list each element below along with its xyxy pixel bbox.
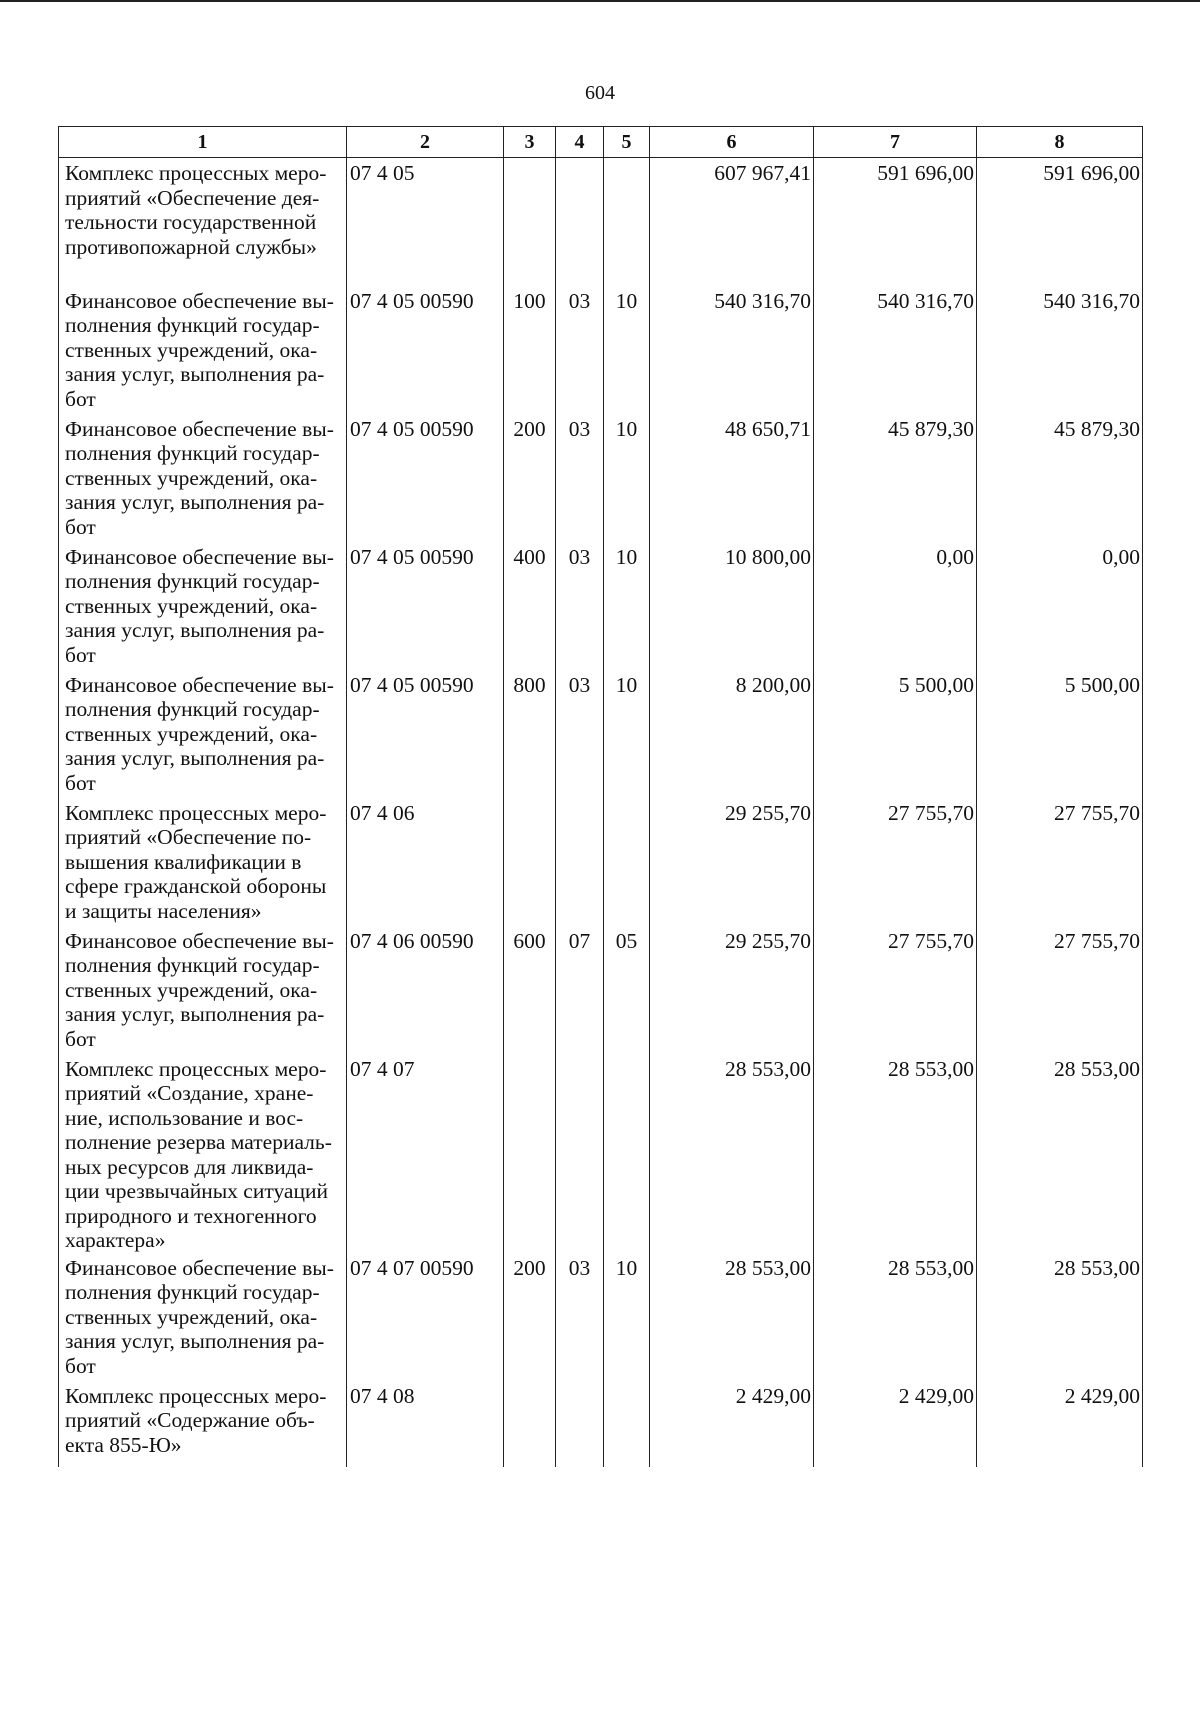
description-line: ние, использование и вос- xyxy=(65,1105,304,1130)
row-col-5: 10 xyxy=(604,542,650,670)
page-number: 604 xyxy=(585,82,615,104)
row-col-4: 03 xyxy=(556,670,604,798)
table-row xyxy=(59,414,1143,542)
row-code: 07 4 05 00590 xyxy=(347,414,504,542)
row-amount-6: 29 255,70 xyxy=(650,926,814,1054)
description-line: бот xyxy=(65,514,96,539)
row-code: 07 4 05 00590 xyxy=(347,286,504,414)
row-amount-6: 2 429,00 xyxy=(650,1381,814,1468)
column-header-7: 7 xyxy=(814,127,977,158)
column-header-2: 2 xyxy=(347,127,504,158)
row-col-4: 07 xyxy=(556,926,604,1054)
row-amount-6: 29 255,70 xyxy=(650,798,814,926)
row-amount-8: 5 500,00 xyxy=(977,670,1143,798)
row-amount-8: 27 755,70 xyxy=(977,798,1143,926)
row-col-5 xyxy=(604,158,650,286)
description-line: ственных учреждений, ока- xyxy=(65,465,318,490)
description-line: ственных учреждений, ока- xyxy=(65,1304,318,1329)
row-code: 07 4 07 xyxy=(347,1054,504,1253)
description-line: приятий «Обеспечение дея- xyxy=(65,185,320,210)
row-col-4 xyxy=(556,1381,604,1468)
table-row xyxy=(59,798,1143,926)
description-line: полнения функций государ- xyxy=(65,697,320,721)
description-line: природного и техногенного xyxy=(65,1203,317,1228)
description-line: ственных учреждений, ока- xyxy=(65,977,318,1002)
row-amount-8: 2 429,00 xyxy=(977,1381,1143,1468)
description-line: Финансовое обеспечение вы- xyxy=(65,544,334,569)
description-line: бот xyxy=(65,770,96,795)
row-description xyxy=(59,670,347,798)
row-col-3: 600 xyxy=(504,926,556,1054)
description-line: полнение резерва материаль- xyxy=(65,1130,332,1154)
row-amount-7: 5 500,00 xyxy=(814,670,977,798)
description-line: и защиты населения» xyxy=(65,898,262,923)
description-line: ных ресурсов для ликвида- xyxy=(65,1154,314,1179)
row-col-4 xyxy=(556,798,604,926)
row-amount-7: 27 755,70 xyxy=(814,926,977,1054)
row-amount-8: 27 755,70 xyxy=(977,926,1143,1054)
row-amount-8: 45 879,30 xyxy=(977,414,1143,542)
row-code: 07 4 05 xyxy=(347,158,504,286)
row-col-3: 100 xyxy=(504,286,556,414)
row-col-4: 03 xyxy=(556,1253,604,1381)
description-line: характера» xyxy=(65,1228,166,1252)
row-col-3 xyxy=(504,1054,556,1253)
row-col-5 xyxy=(604,798,650,926)
row-code: 07 4 05 00590 xyxy=(347,542,504,670)
description-line: зания услуг, выполнения ра- xyxy=(65,362,325,386)
column-header-5: 5 xyxy=(604,127,650,158)
row-col-3 xyxy=(504,158,556,286)
table-row xyxy=(59,286,1143,414)
table-row xyxy=(59,1381,1143,1468)
row-description xyxy=(59,542,347,670)
description-line: зания услуг, выполнения ра- xyxy=(65,490,325,514)
description-line: ственных учреждений, ока- xyxy=(65,721,318,746)
description-line: Комплекс процессных меро- xyxy=(65,161,327,185)
table-row xyxy=(59,926,1143,1054)
column-header-8: 8 xyxy=(977,127,1143,158)
description-line: полнения функций государ- xyxy=(65,953,320,977)
description-line: приятий «Содержание объ- xyxy=(65,1408,315,1432)
row-col-5: 10 xyxy=(604,414,650,542)
row-amount-7: 27 755,70 xyxy=(814,798,977,926)
row-amount-8: 28 553,00 xyxy=(977,1253,1143,1381)
row-col-3 xyxy=(504,798,556,926)
row-col-5: 10 xyxy=(604,1253,650,1381)
description-line: зания услуг, выполнения ра- xyxy=(65,746,325,770)
row-amount-7: 540 316,70 xyxy=(814,286,977,414)
description-line: Комплекс процессных меро- xyxy=(65,800,327,825)
row-col-5 xyxy=(604,1054,650,1253)
row-col-3: 200 xyxy=(504,1253,556,1381)
description-line: зания услуг, выполнения ра- xyxy=(65,1002,325,1026)
description-line: вышения квалификации в xyxy=(65,849,302,874)
row-code: 07 4 06 00590 xyxy=(347,926,504,1054)
row-description xyxy=(59,286,347,414)
description-line: бот xyxy=(65,1026,96,1051)
description-line: Финансовое обеспечение вы- xyxy=(65,928,334,953)
description-line: екта 855-Ю» xyxy=(65,1432,182,1457)
row-amount-8: 591 696,00 xyxy=(977,158,1143,286)
table-row xyxy=(59,158,1143,286)
table-row xyxy=(59,1054,1143,1253)
description-line: полнения функций государ- xyxy=(65,1280,320,1304)
row-amount-8: 0,00 xyxy=(977,542,1143,670)
row-col-4 xyxy=(556,1054,604,1253)
row-code: 07 4 06 xyxy=(347,798,504,926)
row-col-4 xyxy=(556,158,604,286)
row-amount-6: 28 553,00 xyxy=(650,1054,814,1253)
row-amount-6: 607 967,41 xyxy=(650,158,814,286)
row-description xyxy=(59,926,347,1054)
row-description xyxy=(59,1253,347,1381)
description-line: бот xyxy=(65,1353,96,1378)
row-description xyxy=(59,414,347,542)
description-line: ции чрезвычайных ситуаций xyxy=(65,1179,328,1203)
table-row xyxy=(59,542,1143,670)
row-description xyxy=(59,1381,347,1468)
description-line: тельности государственной xyxy=(65,210,317,234)
row-amount-6: 48 650,71 xyxy=(650,414,814,542)
description-line: Финансовое обеспечение вы- xyxy=(65,672,334,697)
description-line: приятий «Обеспечение по- xyxy=(65,825,312,849)
description-line: Финансовое обеспечение вы- xyxy=(65,1255,334,1280)
row-amount-7: 45 879,30 xyxy=(814,414,977,542)
row-col-4: 03 xyxy=(556,414,604,542)
description-line: зания услуг, выполнения ра- xyxy=(65,618,325,642)
description-line: ственных учреждений, ока- xyxy=(65,337,318,362)
row-code: 07 4 07 00590 xyxy=(347,1253,504,1381)
description-line: полнения функций государ- xyxy=(65,313,320,337)
description-line: бот xyxy=(65,386,96,411)
row-amount-8: 28 553,00 xyxy=(977,1054,1143,1253)
row-amount-6: 28 553,00 xyxy=(650,1253,814,1381)
description-line: зания услуг, выполнения ра- xyxy=(65,1329,325,1353)
description-line: сфере гражданской обороны xyxy=(65,874,327,898)
row-col-5 xyxy=(604,1381,650,1468)
row-description xyxy=(59,1054,347,1253)
description-line: полнения функций государ- xyxy=(65,569,320,593)
description-line: Комплекс процессных меро- xyxy=(65,1383,327,1408)
column-header-6: 6 xyxy=(650,127,814,158)
row-col-3 xyxy=(504,1381,556,1468)
row-amount-7: 0,00 xyxy=(814,542,977,670)
column-header-3: 3 xyxy=(504,127,556,158)
row-amount-7: 28 553,00 xyxy=(814,1054,977,1253)
row-col-5: 05 xyxy=(604,926,650,1054)
row-amount-7: 591 696,00 xyxy=(814,158,977,286)
row-amount-8: 540 316,70 xyxy=(977,286,1143,414)
description-line: противопожарной службы» xyxy=(65,234,317,259)
row-col-3: 800 xyxy=(504,670,556,798)
description-line: Комплекс процессных меро- xyxy=(65,1056,327,1081)
row-col-5: 10 xyxy=(604,286,650,414)
budget-table xyxy=(58,126,1143,1467)
row-code: 07 4 08 xyxy=(347,1381,504,1468)
row-description xyxy=(59,798,347,926)
row-description xyxy=(59,158,347,286)
row-col-3: 400 xyxy=(504,542,556,670)
row-col-4: 03 xyxy=(556,286,604,414)
column-header-1: 1 xyxy=(59,127,347,158)
table-header-row xyxy=(59,127,1143,158)
description-line: полнения функций государ- xyxy=(65,441,320,465)
row-col-3: 200 xyxy=(504,414,556,542)
table-body xyxy=(59,158,1143,1468)
description-line: приятий «Создание, хране- xyxy=(65,1081,314,1105)
table-row xyxy=(59,1253,1143,1381)
row-amount-6: 10 800,00 xyxy=(650,542,814,670)
column-header-4: 4 xyxy=(556,127,604,158)
row-col-5: 10 xyxy=(604,670,650,798)
row-amount-6: 8 200,00 xyxy=(650,670,814,798)
description-line: ственных учреждений, ока- xyxy=(65,593,318,618)
table-row xyxy=(59,670,1143,798)
row-col-4: 03 xyxy=(556,542,604,670)
description-line: Финансовое обеспечение вы- xyxy=(65,288,334,313)
row-amount-7: 28 553,00 xyxy=(814,1253,977,1381)
row-code: 07 4 05 00590 xyxy=(347,670,504,798)
row-amount-6: 540 316,70 xyxy=(650,286,814,414)
top-edge-rule xyxy=(0,0,1200,2)
row-amount-7: 2 429,00 xyxy=(814,1381,977,1468)
description-line: Финансовое обеспечение вы- xyxy=(65,416,334,441)
description-line: бот xyxy=(65,642,96,667)
